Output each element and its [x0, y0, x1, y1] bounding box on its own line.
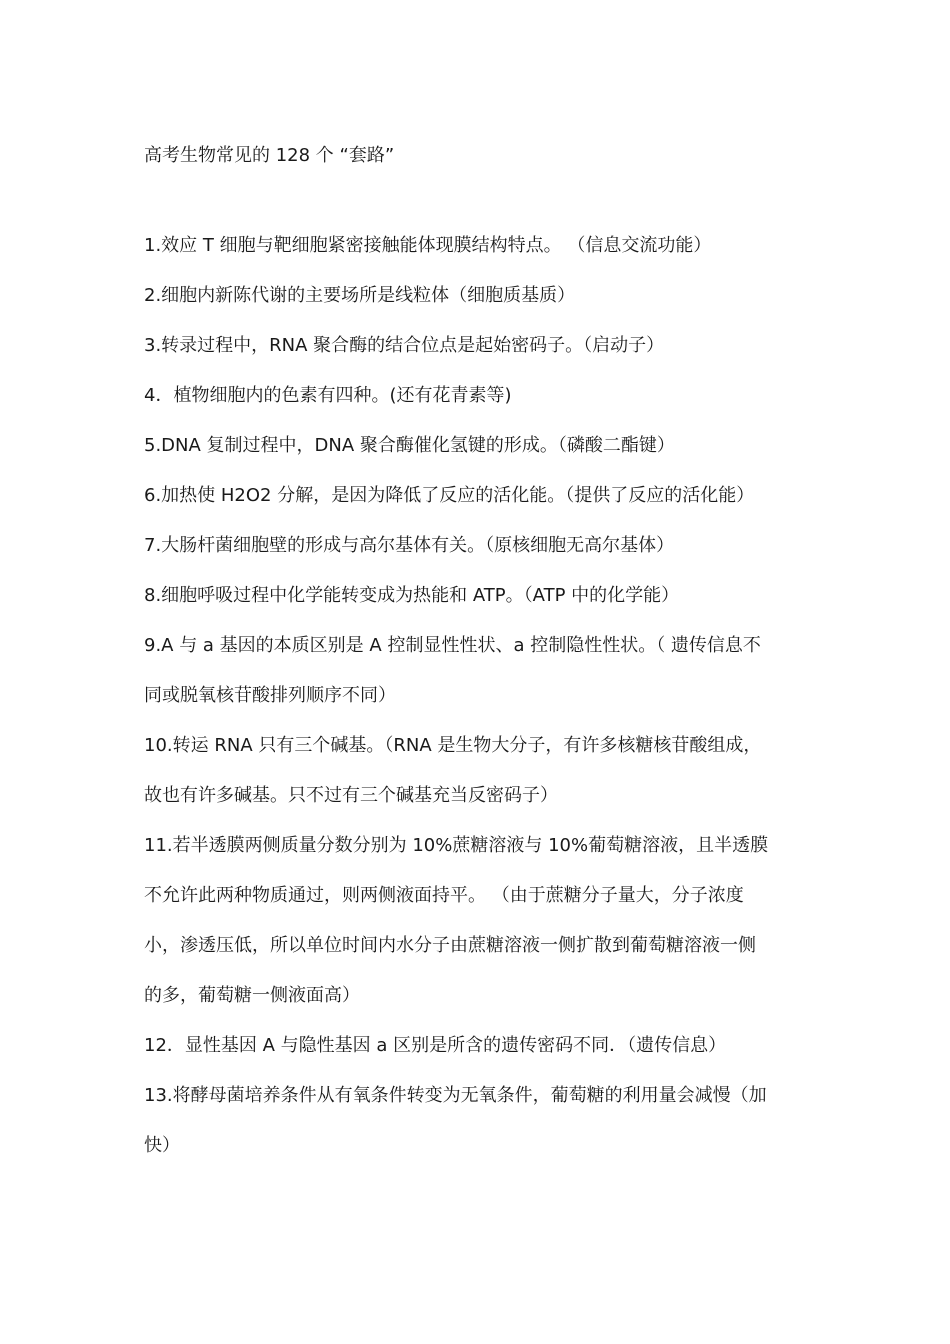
text-line: 的多，葡萄糖一侧液面高）: [144, 985, 360, 1006]
text-line: 5.DNA 复制过程中，DNA 聚合酶催化氢键的形成。（磷酸二酯键）: [144, 435, 675, 456]
text-line: 9.A 与 a 基因的本质区别是 A 控制显性性状、a 控制隐性性状。（ 遗传信息不: [144, 635, 761, 656]
text-line: 3.转录过程中，RNA 聚合酶的结合位点是起始密码子。（启动子）: [144, 335, 665, 356]
text-line: 4．植物细胞内的色素有四种。(还有花青素等): [144, 385, 512, 406]
text-line: 不允许此两种物质通过，则两侧液面持平。 （由于蔗糖分子量大，分子浓度: [144, 885, 744, 906]
text-line: 1.效应 T 细胞与靶细胞紧密接触能体现膜结构特点。 （信息交流功能）: [144, 235, 712, 256]
text-line: 13.将酵母菌培养条件从有氧条件转变为无氧条件，葡萄糖的利用量会减慢（加: [144, 1085, 767, 1106]
text-line: 10.转运 RNA 只有三个碱基。（RNA 是生物大分子，有许多核糖核苷酸组成，: [144, 735, 762, 756]
text-line: 7.大肠杆菌细胞壁的形成与高尔基体有关。（原核细胞无高尔基体）: [144, 535, 675, 556]
text-line: 11.若半透膜两侧质量分数分别为 10%蔗糖溶液与 10%葡萄糖溶液，且半透膜: [144, 835, 769, 856]
text-line: 同或脱氧核苷酸排列顺序不同）: [144, 685, 396, 706]
text-line: 12．显性基因 A 与隐性基因 a 区别是所含的遗传密码不同．（遗传信息）: [144, 1035, 727, 1056]
text-line: 快）: [144, 1135, 180, 1156]
document-title: 高考生物常见的 128 个 “套路”: [144, 145, 395, 166]
text-line: 故也有许多碱基。只不过有三个碱基充当反密码子）: [144, 785, 558, 806]
text-line: 2.细胞内新陈代谢的主要场所是线粒体（细胞质基质）: [144, 285, 576, 306]
document-body: [144, 221, 808, 1171]
text-line: 6.加热使 H2O2 分解，是因为降低了反应的活化能。（提供了反应的活化能）: [144, 485, 755, 506]
text-line: 8.细胞呼吸过程中化学能转变成为热能和 ATP。（ATP 中的化学能）: [144, 585, 680, 606]
text-line: 小，渗透压低，所以单位时间内水分子由蔗糖溶液一侧扩散到葡萄糖溶液一侧: [144, 935, 756, 956]
